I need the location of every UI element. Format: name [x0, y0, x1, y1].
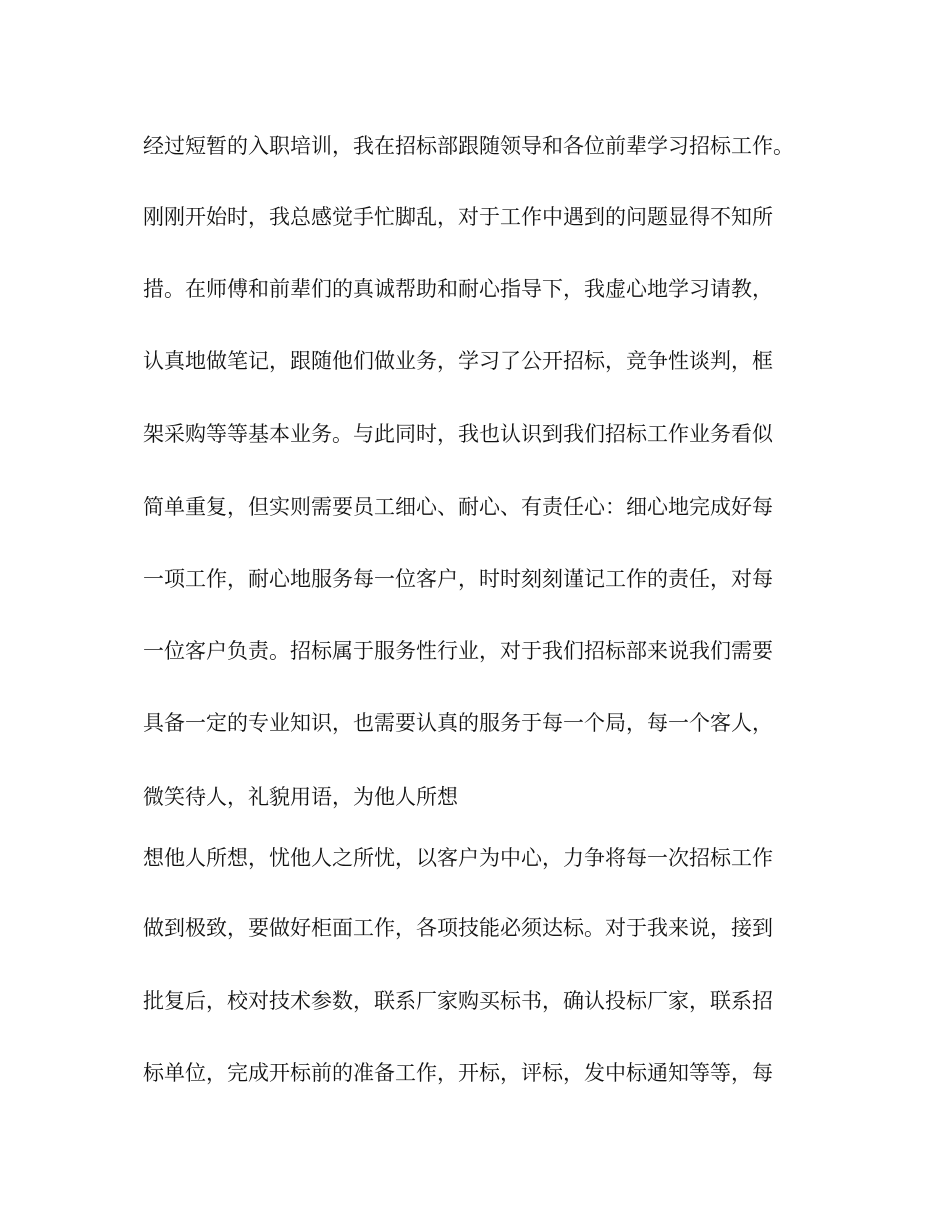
- text-line: 简单重复，但实则需要员工细心、耐心、有责任心：细心地完成好每: [143, 495, 773, 519]
- text-line: 做到极致，要做好柜面工作，各项技能必须达标。对于我来说，接到: [143, 916, 773, 940]
- text-line: 经过短暂的入职培训，我在招标部跟随领导和各位前辈学习招标工作。: [143, 134, 794, 158]
- text-line: 措。在师傅和前辈们的真诚帮助和耐心指导下，我虚心地学习请教，: [143, 277, 773, 301]
- text-line: 一项工作，耐心地服务每一位客户，时时刻刻谨记工作的责任，对每: [143, 567, 773, 591]
- text-line: 具备一定的专业知识，也需要认真的服务于每一个局，每一个客人，: [143, 711, 773, 735]
- text-line: 一位客户负责。招标属于服务性行业，对于我们招标部来说我们需要: [143, 639, 773, 663]
- text-line: 微笑待人，礼貌用语，为他人所想: [143, 785, 458, 809]
- text-line: 想他人所想，忧他人之所忧，以客户为中心，力争将每一次招标工作: [143, 846, 773, 870]
- text-line: 架采购等等基本业务。与此同时，我也认识到我们招标工作业务看似: [143, 422, 773, 446]
- text-line: 批复后，校对技术参数，联系厂家购买标书，确认投标厂家，联系招: [143, 989, 773, 1013]
- text-line: 标单位，完成开标前的准备工作，开标，评标，发中标通知等等，每: [143, 1061, 773, 1085]
- text-line: 认真地做笔记，跟随他们做业务，学习了公开招标，竞争性谈判，框: [143, 349, 773, 373]
- text-line: 刚刚开始时，我总感觉手忙脚乱，对于工作中遇到的问题显得不知所: [143, 205, 773, 229]
